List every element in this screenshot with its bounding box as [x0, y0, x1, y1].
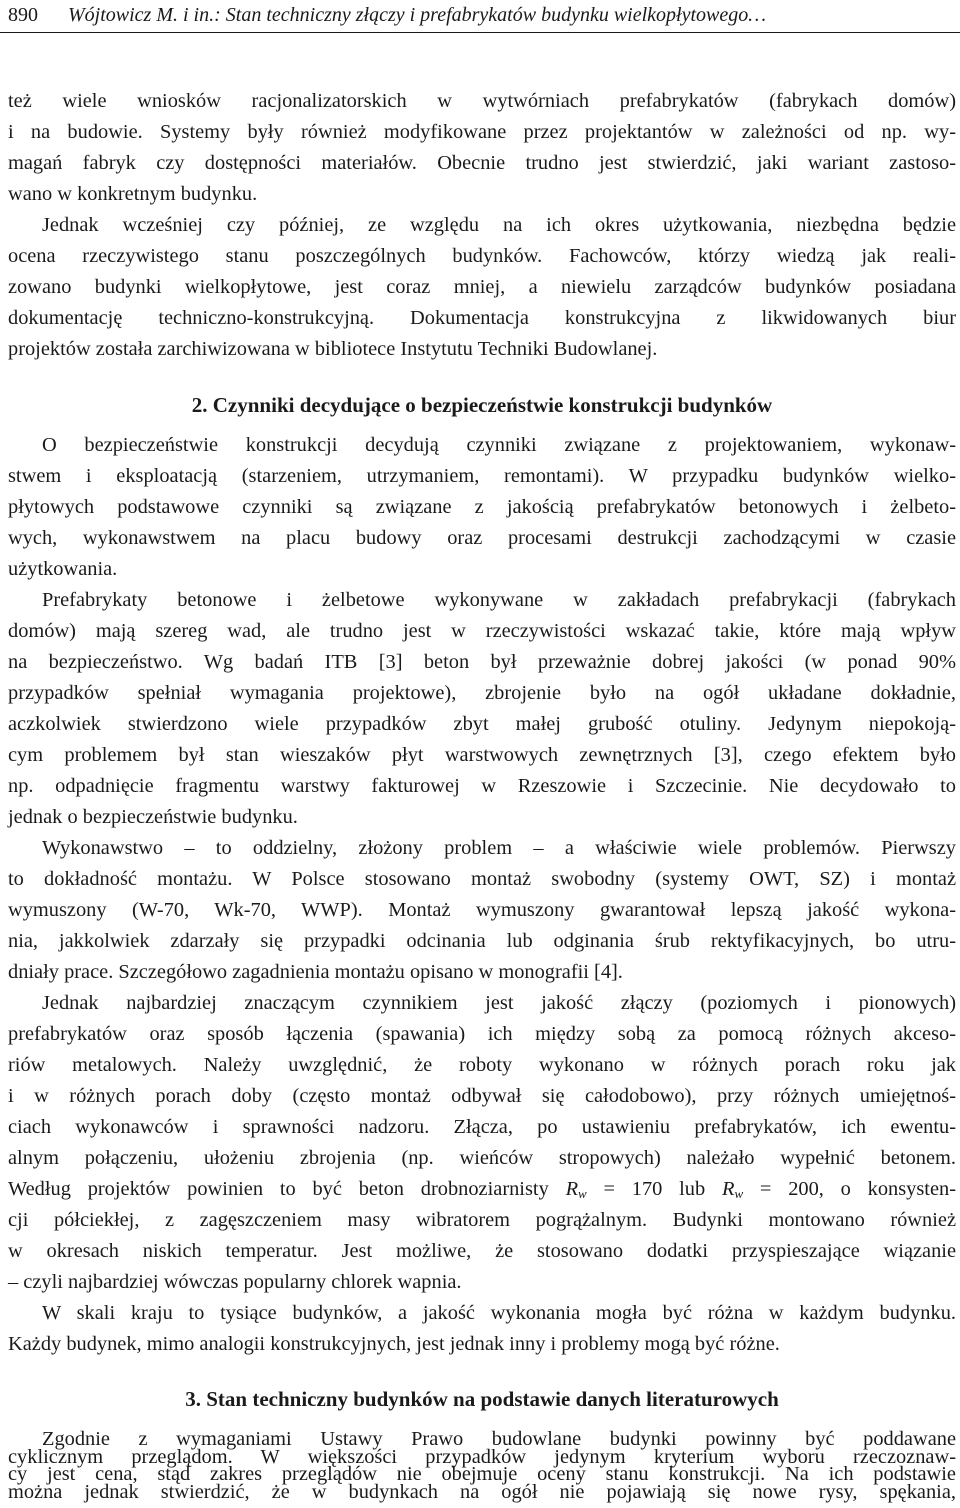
text-line: wano w konkretnym budynku. — [8, 183, 258, 205]
text-line: też wiele wniosków racjonalizatorskich w wytwórniach prefabrykatów (fabrykach domów) — [8, 90, 956, 112]
text-line: Jednak najbardziej znaczącym czynnikiem jest jakość złączy (poziomych i pionowych) — [42, 992, 956, 1014]
text-line: Prefabrykaty betonowe i żelbetowe wykonywane w zakładach prefabrykacji (fabrykach — [42, 589, 956, 611]
section-number: 2. — [191, 393, 208, 417]
running-title: Wójtowicz M. i in.: Stan techniczny złączy i prefabrykatów budynku wielkopłytowego… — [68, 4, 767, 26]
formula-symbol: R — [721, 1178, 735, 1200]
text-line: nia, jakkolwiek zdarzały się przypadki odcinania lub odginania śrub rektyfikacyjnych, bo utru- — [8, 930, 956, 952]
text-line: cji półciekłej, z zagęszczeniem masy wibratorem pogrążalnym. Budynki montowano również — [8, 1209, 956, 1231]
text-line: cyklicznym przeglądom. W większości przypadków jedynym kryterium wyboru rzeczoznaw- — [8, 1446, 956, 1468]
text-line: alnym połączeniu, ułożeniu zbrojenia (np. wieńców stropowych) należało wypełnić betonem. — [8, 1147, 956, 1169]
text-line: cy jest cena, stąd zakres przeglądów nie obejmuje oceny stanu konstrukcji. Na ich podstawie — [8, 1463, 956, 1485]
text-line: wych, wykonawstwem na placu budowy oraz procesami destrukcji zachodzącymi w czasie — [8, 527, 956, 549]
formula-subscript: w — [578, 1186, 587, 1201]
text-line: Wykonawstwo – to oddzielny, złożony problem – a właściwie wiele problemów. Pierwszy — [42, 837, 956, 859]
text-line: w okresach niskich temperatur. Jest możliwe, że stosowano dodatki przyspieszające wiązanie — [8, 1240, 956, 1262]
section-title: Stan techniczny budynków na podstawie danych literaturowych — [206, 1387, 779, 1411]
page-number: 890 — [8, 4, 38, 26]
section-heading — [8, 390, 956, 421]
text-line: wymuszony (W-70, Wk-70, WWP). Montaż wymuszony gwarantował lepszą jakość wykona- — [8, 899, 956, 921]
text-line: dniały prace. Szczegółowo zagadnienia montażu opisano w monografii [4]. — [8, 961, 623, 983]
text-run: Według projektów powinien to być beton drobnoziarnisty — [8, 1178, 566, 1200]
text-line: i w różnych porach doby (często montaż odbywał się całodobowo), przy różnych umiejętnoś- — [8, 1085, 956, 1107]
formula-subscript: w — [734, 1186, 744, 1201]
section-heading — [8, 1384, 956, 1415]
text-line: magań fabryk czy dostępności materiałów. Obecnie trudno jest stwierdzić, jaki wariant zastoso- — [8, 152, 956, 174]
text-line: przypadków spełniał wymagania projektowe), zbrojenie było na ogół układane dokładnie, — [8, 682, 956, 704]
text-line: użytkowania. — [8, 558, 118, 580]
text-line: dokumentację techniczno-konstrukcyjną. Dokumentacja konstrukcyjna z likwidowanych biur — [8, 307, 956, 329]
formula-symbol: R — [565, 1178, 579, 1200]
text-line: płytowych podstawowe czynniki są związane z jakością prefabrykatów betonowych i żelbeto- — [8, 496, 956, 518]
text-line: prefabrykatów oraz sposób łączenia (spawania) ich między sobą za pomocą różnych akceso- — [8, 1023, 956, 1045]
text-line: to dokładność montażu. W Polsce stosowano montaż swobodny (systemy OWT, SZ) i montaż — [8, 868, 956, 890]
text-line: na bezpieczeństwo. Wg badań ITB [3] beton był przeważnie dobrej jakości (w ponad 90% — [8, 651, 956, 673]
text-line: ocena rzeczywistego stanu poszczególnych budynków. Fachowców, którzy wiedzą jak reali- — [8, 245, 956, 267]
text-line: projektów została zarchiwizowana w bibliotece Instytutu Techniki Budowlanej. — [8, 338, 658, 360]
text-line: jednak o bezpieczeństwie budynku. — [8, 806, 298, 828]
text-line: Każdy budynek, mimo analogii konstrukcyjnych, jest jednak inny i problemy mogą być różne. — [8, 1333, 780, 1355]
running-header — [8, 0, 958, 30]
text-line: W skali kraju to tysiące budynków, a jakość wykonania mogła być różna w każdym budynku. — [42, 1302, 956, 1324]
text-line: O bezpieczeństwie konstrukcji decydują czynniki związane z projektowaniem, wykonaw- — [42, 434, 956, 456]
text-line: Zgodnie z wymaganiami Ustawy Prawo budowlane budynki powinny być poddawane — [42, 1428, 956, 1450]
text-line: aczkolwiek stwierdzono wiele przypadków zbyt małej grubość otuliny. Jedynym niepokoją- — [8, 713, 956, 735]
text-line: – czyli najbardziej wówczas popularny chlorek wapnia. — [8, 1271, 462, 1293]
text-run: = 200, o konsysten- — [743, 1178, 956, 1200]
text-line: riów metalowych. Należy uwzględnić, że roboty wykonano w różnych porach roku jak — [8, 1054, 956, 1076]
text-line: stwem i eksploatacją (starzeniem, utrzymaniem, remontami). W przypadku budynków wielko- — [8, 465, 956, 487]
header-rule — [0, 32, 960, 33]
text-line: można jednak stwierdzić, że w budynkach na ogół nie pojawiają się nowe rysy, spękania, — [8, 1481, 956, 1503]
text-line: i na budowie. Systemy były również modyfikowane przez projektantów w zależności od np. wy- — [8, 121, 956, 143]
section-title: Czynniki decydujące o bezpieczeństwie konstrukcji budynków — [212, 393, 773, 417]
text-line: ciach wykonawców i sprawności nadzoru. Złącza, po ustawieniu prefabrykatów, ich ewentu- — [8, 1116, 956, 1138]
text-line: np. odpadnięcie fragmentu warstwy fakturowej w Rzeszowie i Szczecinie. Nie decydowało to — [8, 775, 956, 797]
text-line-formula — [8, 1174, 956, 1205]
section-number: 3. — [185, 1387, 201, 1411]
text-line: zowano budynki wielkopłytowe, jest coraz mniej, a niewielu zarządców budynków posiadana — [8, 276, 956, 298]
text-run: = 170 lub — [586, 1178, 722, 1200]
text-line: domów) mają szereg wad, ale trudno jest w rzeczywistości wskazać takie, które mają wpływ — [8, 620, 956, 642]
text-line: Jednak wcześniej czy później, ze względu na ich okres użytkowania, niezbędna będzie — [42, 214, 956, 236]
text-line: cym problemem był stan wieszaków płyt warstwowych zewnętrznych [3], czego efektem było — [8, 744, 956, 766]
